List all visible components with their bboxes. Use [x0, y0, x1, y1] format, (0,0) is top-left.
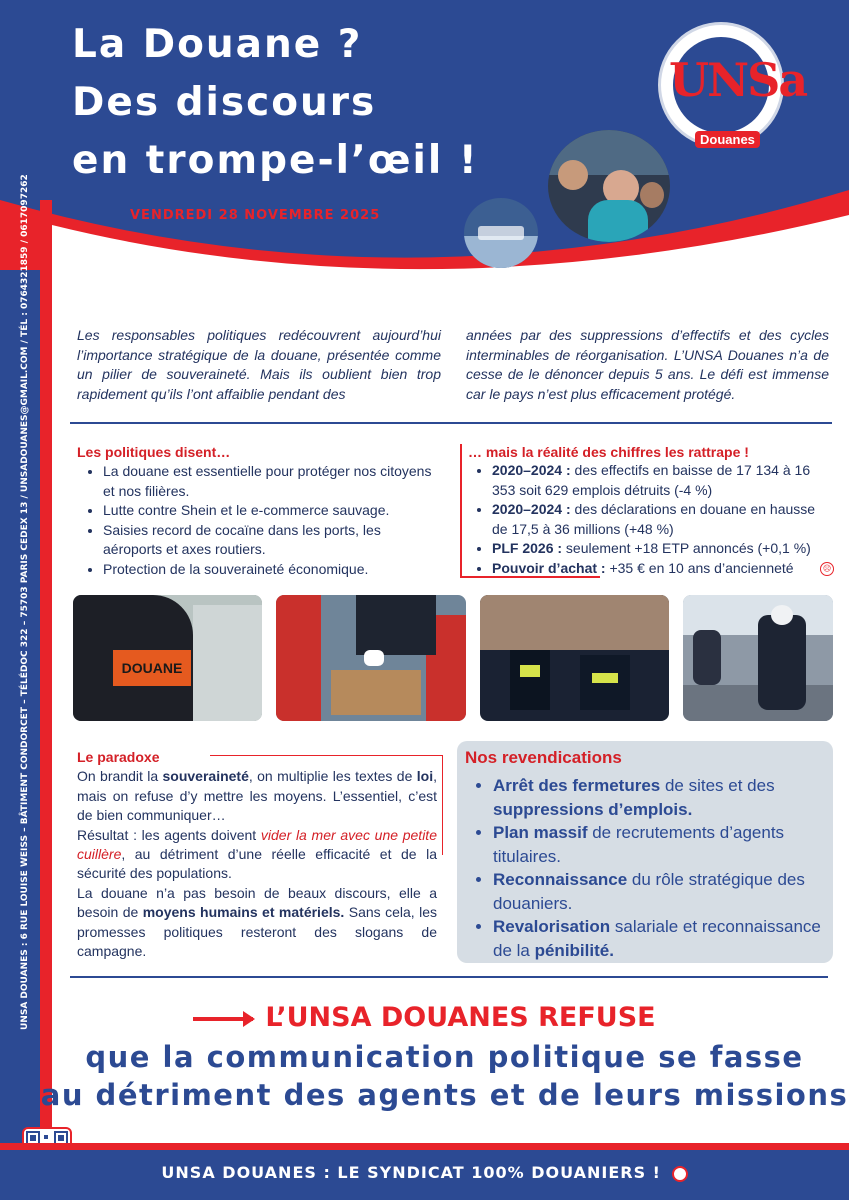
- paradoxe-paragraph-1: On brandit la souveraineté, on multiplie les textes de loi, mais on refuse d’y mettre les moyens. L’essentiel, c’est de bien communiquer…: [77, 768, 437, 824]
- logo-subtitle: Douanes: [695, 131, 760, 148]
- unsa-logo: [658, 22, 807, 148]
- title-line-1: La Douane ?: [72, 22, 363, 67]
- politiques-item: • La douane est essentielle pour protéger nos citoyens et nos filières.: [103, 462, 437, 501]
- slogan-line-2: au détriment des agents et de leurs missions: [40, 1078, 849, 1112]
- armband-label: DOUANE: [113, 650, 191, 686]
- refuse-headline: L’UNSA DOUANES REFUSE: [0, 1002, 849, 1033]
- crowd-photo: [548, 130, 670, 242]
- contact-address: UNSA DOUANES : 6 RUE LOUISE WEISS – BÂTIMENT CONDORCET – TÉLÉDOC 322 – 75703 PARIS CEDEX 13 / UNSADOUANES@GMAIL.COM / TÉL : 0764321859 / 0617097262: [20, 174, 30, 1030]
- footer-slogan: UNSA DOUANES : LE SYNDICAT 100% DOUANIERS !: [0, 1163, 849, 1182]
- politiques-item: • Saisies record de cocaïne dans les ports, les aéroports et axes routiers.: [103, 521, 437, 560]
- sad-face-icon: ☹: [820, 562, 834, 576]
- boat-photo: [464, 198, 538, 268]
- politiques-title: Les politiques disent…: [77, 444, 231, 460]
- paradoxe-section: [77, 748, 437, 961]
- intro-right-column: années par des suppressions d’effectifs et des cycles interminables de réorganisation. L’UNSA Douanes n’a de cesse de le dénoncer depuis 5 ans. Le défi est immense car le pays n’est plus efficacement protégé.: [466, 327, 829, 402]
- revendication-item: • Revalorisation salariale et reconnaissance de la pénibilité.: [493, 915, 833, 962]
- unsa-round-icon: [672, 1166, 688, 1182]
- revendication-item: • Arrêt des fermetures de sites et des suppressions d’emplois.: [493, 774, 833, 821]
- intro-left-column: Les responsables politiques redécouvrent aujourd’hui l’importance stratégique de la douane, présentée comme un pilier de souveraineté. Mais ils oublient bien trop rapidement qu’ils l’ont affaiblie pendant des: [77, 327, 441, 402]
- logo-letters: UNSa: [669, 53, 807, 107]
- photo-parcel-inspection: [276, 595, 466, 721]
- title-line-3: en trompe-l’œil !: [72, 138, 479, 183]
- realite-section: [468, 444, 828, 578]
- realite-item: • PLF 2026 : seulement +18 ETP annoncés (+0,1 %): [492, 539, 828, 559]
- politiques-section: [77, 444, 437, 579]
- arrow-right-icon: [193, 1017, 253, 1021]
- realite-item: • Pouvoir d’achat : +35 € en 10 ans d’ancienneté: [492, 559, 828, 579]
- revendications-panel: [457, 741, 833, 963]
- realite-title: … mais la réalité des chiffres les rattrape !: [468, 444, 749, 460]
- paradoxe-red-line-vertical: [442, 755, 443, 855]
- publication-date: VENDREDI 28 NOVEMBRE 2025: [130, 208, 381, 223]
- politiques-item: • Lutte contre Shein et le e-commerce sauvage.: [103, 501, 437, 521]
- slogan-line-1: que la communication politique se fasse: [85, 1040, 804, 1074]
- paradoxe-paragraph-3: La douane n’a pas besoin de beaux discours, elle a besoin de moyens humains et matériels. Sans cela, les promesses politiques resteront des slogans de campagne.: [77, 884, 437, 960]
- realite-item: • 2020–2024 : des déclarations en douane en hausse de 17,5 à 36 millions (+48 %): [492, 500, 828, 539]
- revendications-title: Nos revendications: [465, 748, 622, 767]
- politiques-item: • Protection de la souveraineté économique.: [103, 560, 437, 580]
- photo-douane-armband: [73, 595, 262, 721]
- photo-night-control: [480, 595, 669, 721]
- realite-red-bar: [460, 444, 462, 578]
- realite-item: • 2020–2024 : des effectifs en baisse de 17 134 à 16 353 soit 629 emplois détruits (-4 %): [492, 461, 828, 500]
- revendication-item: • Reconnaissance du rôle stratégique des douaniers.: [493, 868, 833, 915]
- paradoxe-paragraph-2: Résultat : les agents doivent vider la mer avec une petite cuillère, au détriment d’une réelle efficacité et de la sécurité des populations.: [77, 826, 437, 882]
- divider-bottom: [70, 976, 828, 978]
- revendication-item: • Plan massif de recrutements d’agents titulaires.: [493, 821, 833, 868]
- photo-motorcycle-patrol: [683, 595, 833, 721]
- divider-top: [70, 422, 832, 424]
- title-line-2: Des discours: [72, 80, 377, 125]
- paradoxe-title: Le paradoxe: [77, 749, 160, 765]
- footer-red-stripe: [0, 1143, 849, 1150]
